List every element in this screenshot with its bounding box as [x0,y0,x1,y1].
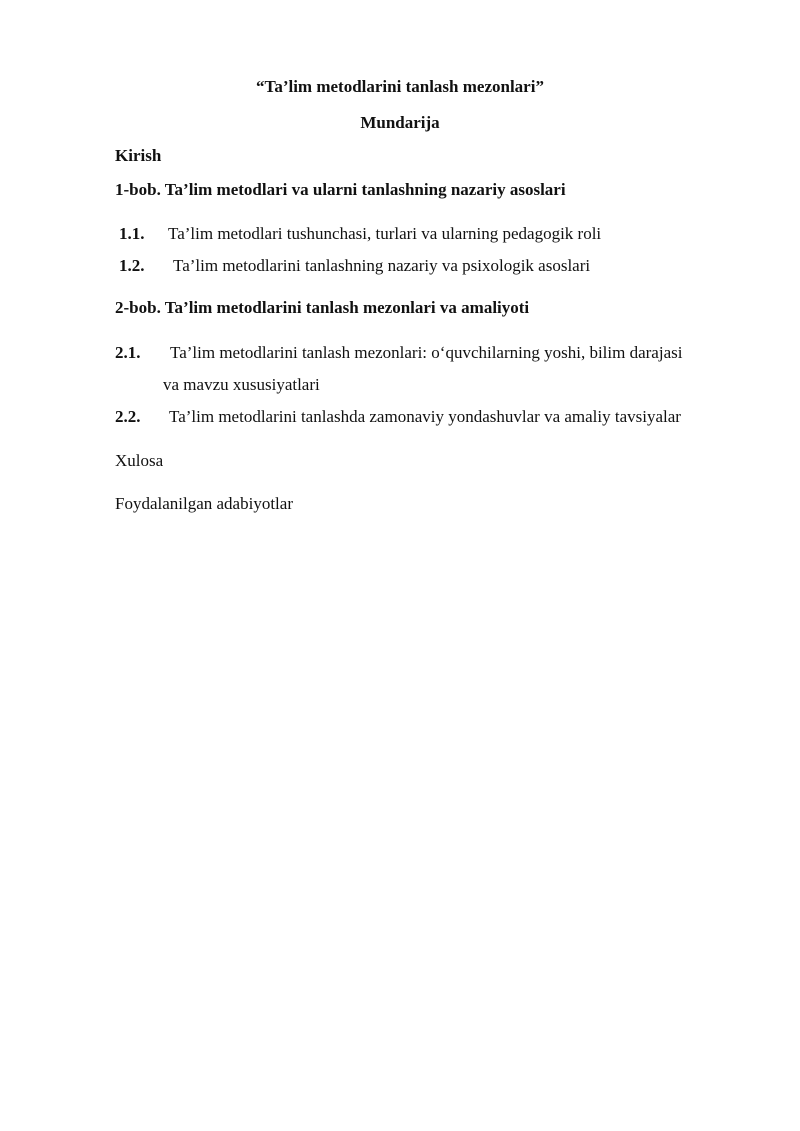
toc-heading: Mundarija [360,113,440,132]
toc-references: Foydalanilgan adabiyotlar [115,494,293,513]
section-2-2-number: 2.2. [115,407,141,426]
section-1-1-number: 1.1. [119,224,145,243]
section-1-2-title: Ta’lim metodlarini tanlashning nazariy va psixologik asoslari [173,256,591,275]
section-2-2-title: Ta’lim metodlarini tanlashda zamonaviy yondashuvlar va amaliy tavsiyalar [169,407,681,426]
section-2-1-title-cont: va mavzu xususiyatlari [163,375,320,394]
chapter2-heading: 2-bob. Ta’lim metodlarini tanlash mezonlari va amaliyoti [115,298,530,317]
section-1-1-title: Ta’lim metodlari tushunchasi, turlari va ularning pedagogik roli [168,224,602,243]
toc-intro: Kirish [115,146,162,165]
chapter1-heading: 1-bob. Ta’lim metodlari va ularni tanlashning nazariy asoslari [115,180,566,199]
section-1-2-number: 1.2. [119,256,145,275]
toc-conclusion: Xulosa [115,451,164,470]
document-title: “Ta’lim metodlarini tanlash mezonlari” [256,77,544,96]
section-2-1-title: Ta’lim metodlarini tanlash mezonlari: o‘quvchilarning yoshi, bilim darajasi [170,343,683,362]
section-2-1-number: 2.1. [115,343,141,362]
